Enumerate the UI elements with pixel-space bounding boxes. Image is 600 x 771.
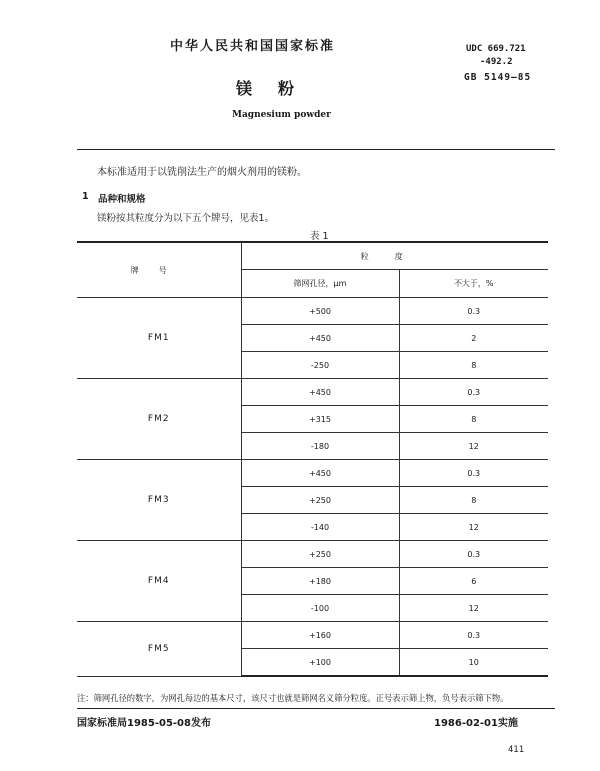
grade-cell: FM5 bbox=[77, 622, 241, 677]
sieve-cell: -100 bbox=[241, 595, 399, 622]
value-cell: 0.3 bbox=[399, 460, 548, 487]
table-row bbox=[77, 460, 548, 487]
value-cell: 8 bbox=[399, 487, 548, 514]
english-title: Magnesium powder bbox=[232, 110, 331, 120]
sieve-cell: +250 bbox=[241, 541, 399, 568]
header-particle-size: 粒度 bbox=[241, 242, 548, 270]
footer-rule bbox=[77, 708, 555, 709]
value-cell: 0.3 bbox=[399, 541, 548, 568]
grade-cell: FM2 bbox=[77, 379, 241, 460]
table-caption: 表1 bbox=[310, 231, 332, 242]
value-cell: 12 bbox=[399, 433, 548, 460]
grade-cell: FM4 bbox=[77, 541, 241, 622]
sieve-cell: -250 bbox=[241, 352, 399, 379]
standard-title: 中华人民共和国国家标准 bbox=[170, 39, 336, 54]
sieve-cell: +315 bbox=[241, 406, 399, 433]
sieve-cell: +450 bbox=[241, 379, 399, 406]
value-cell: 12 bbox=[399, 514, 548, 541]
value-cell: 0.3 bbox=[399, 622, 548, 649]
sieve-cell: +450 bbox=[241, 460, 399, 487]
table-row bbox=[77, 298, 548, 325]
value-cell: 12 bbox=[399, 595, 548, 622]
sieve-cell: +160 bbox=[241, 622, 399, 649]
table-row bbox=[77, 622, 548, 649]
section-title: 品种和规格 bbox=[98, 194, 146, 205]
value-cell: 10 bbox=[399, 649, 548, 677]
sieve-cell: +450 bbox=[241, 325, 399, 352]
subheader-sieve: 筛网孔径，μm bbox=[241, 270, 399, 298]
scope-text: 本标准适用于以铣削法生产的烟火剂用的镁粉。 bbox=[97, 167, 307, 178]
issue-date: 国家标准局1985-05-08发布 bbox=[77, 718, 211, 729]
table-header-row bbox=[77, 242, 548, 270]
sieve-cell: +100 bbox=[241, 649, 399, 677]
value-cell: 8 bbox=[399, 352, 548, 379]
value-cell: 6 bbox=[399, 568, 548, 595]
header-rule bbox=[77, 149, 555, 150]
sieve-cell: -140 bbox=[241, 514, 399, 541]
table-row bbox=[77, 379, 548, 406]
udc-code bbox=[466, 43, 526, 69]
section-number: 1 bbox=[82, 191, 89, 202]
value-cell: 0.3 bbox=[399, 379, 548, 406]
grade-cell: FM1 bbox=[77, 298, 241, 379]
sieve-cell: +250 bbox=[241, 487, 399, 514]
value-cell: 2 bbox=[399, 325, 548, 352]
sieve-cell: +500 bbox=[241, 298, 399, 325]
udc-line-1: UDC 669.721 bbox=[466, 44, 526, 54]
table-row bbox=[77, 541, 548, 568]
udc-line-2: -492.2 bbox=[480, 57, 513, 67]
grade-table bbox=[77, 241, 548, 677]
value-cell: 8 bbox=[399, 406, 548, 433]
main-title: 镁粉 bbox=[236, 79, 321, 98]
header-grade: 牌号 bbox=[77, 242, 241, 298]
page-number: 411 bbox=[508, 745, 525, 755]
sieve-cell: +180 bbox=[241, 568, 399, 595]
value-cell: 0.3 bbox=[399, 298, 548, 325]
effective-date: 1986-02-01实施 bbox=[434, 718, 518, 729]
section-text: 镁粉按其粒度分为以下五个牌号，见表1。 bbox=[97, 213, 275, 224]
subheader-max: 不大于，% bbox=[399, 270, 548, 298]
gb-code: GB 5149—85 bbox=[464, 72, 532, 83]
grade-cell: FM3 bbox=[77, 460, 241, 541]
table-note: 注：筛网孔径的数字，为网孔每边的基本尺寸，该尺寸也就是筛网名义筛分粒度。正号表示筛上物，负号表示筛下物。 bbox=[77, 693, 509, 703]
sieve-cell: -180 bbox=[241, 433, 399, 460]
